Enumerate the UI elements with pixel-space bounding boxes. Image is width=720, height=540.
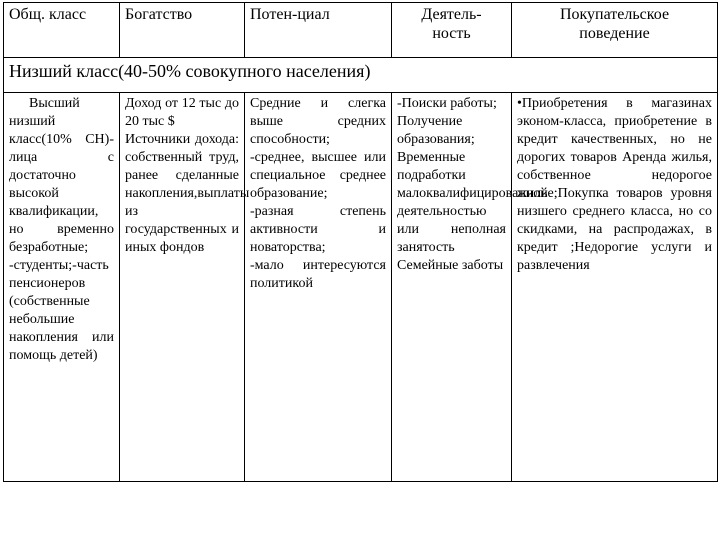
cell-potential <box>245 93 392 482</box>
cell-social-class <box>4 93 120 482</box>
social-class-text: Высший низший класс(10% СН)-лица с достаточно высокой квалификации, но временно безработные; -студенты;-часть пенсионеров (собственные небольшие накопления или помощь детей) <box>9 96 114 363</box>
section-row <box>4 58 718 93</box>
cell-wealth <box>120 93 250 482</box>
header-buying-behavior: Покупательское поведение <box>512 3 718 58</box>
buying-behavior-text: •Приобретения в магазинах эконом-класса, приобретение в кредит качественных, но не дорогих товаров Аренда жилья, собственное недорогое жилье;Покупка товаров уровня низшего среднего класса, но со скидками, на распродажах, в кредит ;Недорогие услуги и развлечения <box>517 96 712 273</box>
potential-text: Средние и слегка выше средних способности; -среднее, высшее или специальное среднее образование; -разная степень активности и новаторства; -мало интересуются политикой <box>250 96 386 291</box>
cell-buying-behavior <box>512 93 718 482</box>
table-row <box>4 93 718 482</box>
cell-activity <box>392 93 548 482</box>
header-social-class: Общ. класс <box>4 3 120 58</box>
header-row <box>4 3 718 58</box>
section-title: Низший класс(40-50% совокупного населения) <box>4 58 718 93</box>
header-wealth: Богатство <box>120 3 245 58</box>
wealth-text: Доход от 12 тыс до 20 тыс $ Источники дохода: собственный труд, ранее сделанные накопления,выплаты из государственных и иных фондов <box>125 96 250 255</box>
social-class-table <box>3 2 718 482</box>
header-potential: Потен-циал <box>245 3 392 58</box>
activity-text: -Поиски работы; Получение образования; Временные подработки малоквалифицированной деятельностью или неполная занятость Семейные заботы <box>397 96 548 273</box>
header-activity: Деятель- ность <box>392 3 512 58</box>
